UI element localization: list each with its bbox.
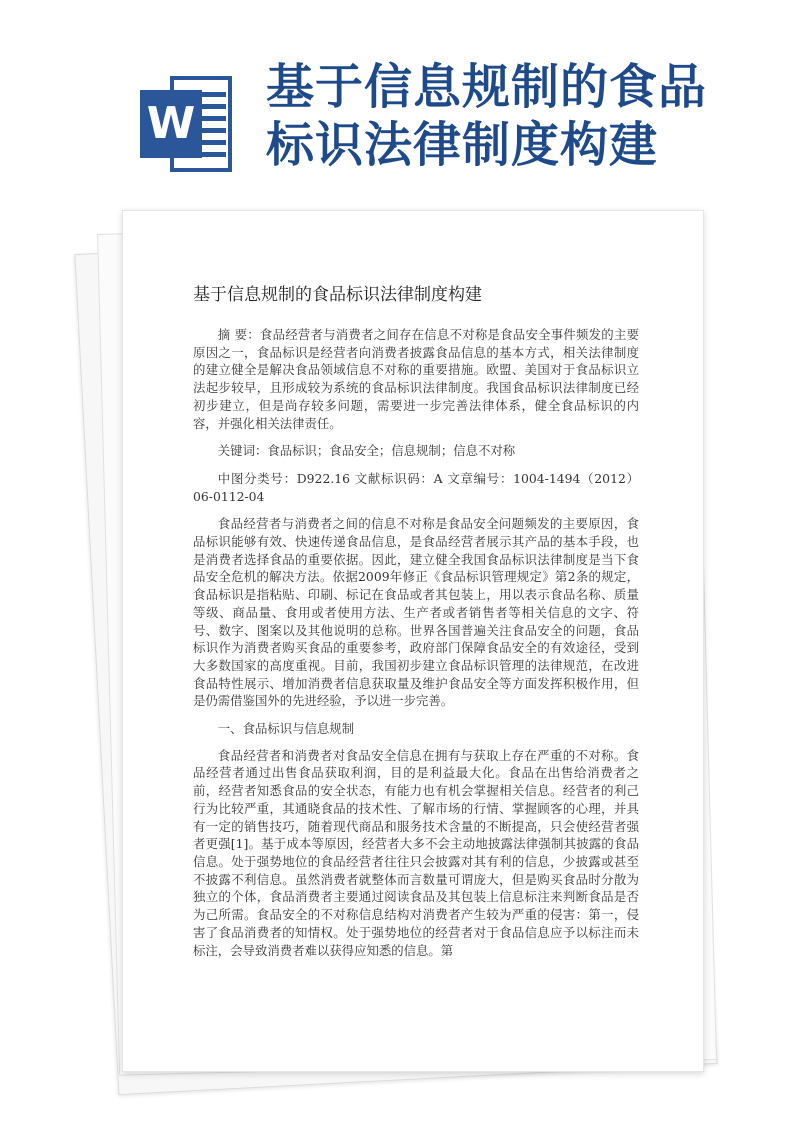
document-title: 基于信息规制的食品标识法律制度构建 — [193, 285, 482, 305]
section-heading-1: 一、食品标识与信息规制 — [217, 721, 355, 737]
word-document-icon — [140, 76, 232, 172]
keywords-line: 关键词：食品标识；食品安全；信息规制；信息不对称 — [217, 443, 516, 459]
body-paragraph-2: 食品经营者和消费者对食品安全信息在拥有与获取上存在严重的不对称。食品经营者通过出售食品获取利润，目的是利益最大化。食品在出售给消费者之前，经营者知悉食品的安全状态，有能力也有机会掌握相关信息。经营者的利己行为比较严重，其通晓食品的技术性、了解市场的行情、掌握顾客的心理，并具有一定的销售技巧，随着现代商品和服务技术含量的不断提高，只会使经营者强者更强[1]。基于成本等原因，经营者大多不会主动地披露法律强制其披露的食品信息。处于强势地位的食品经营者往往只会披露对其有利的信息，少披露或甚至不披露不利信息。虽然消费者就整体而言数量可谓庞大，但是购买食品时分散为独立的个体，食品消费者主要通过阅读食品及其包装上信息标注来判断食品是否为己所需。食品安全的不对称信息结构对消费者产生较为严重的侵害：第一，侵害了食品消费者的知情权。处于强势地位的经营者对于食品信息应予以标注而未标注，会导致消费者难以获得应知悉的信息。第 — [193, 747, 639, 958]
document-body — [193, 326, 639, 969]
classification-line: 中图分类号：D922.16 文献标识码：A 文章编号：1004-1494（2012）06-0112-04 — [193, 470, 639, 504]
header-title: 基于信息规制的食品标识法律制度构建 — [266, 59, 708, 173]
body-paragraph-1: 食品经营者与消费者之间的信息不对称是食品安全问题频发的主要原因，食品标识能够有效、快速传递食品信息，是食品经营者展示其产品的基本手段，也是消费者选择食品的重要依据。因此，建立健全我国食品标识法律制度是当下食品安全危机的解决方法。依据2009年修正《食品标识管理规定》第2条的规定，食品标识是指粘贴、印刷、标记在食品或者其包装上，用以表示食品名称、质量等级、商品量、食用或者使用方法、生产者或者销售者等相关信息的文字、符号、数字、图案以及其他说明的总称。世界各国普遍关注食品安全的问题，食品标识作为消费者购买食品的重要参考，政府部门保障食品安全的有效途径，受到大多数国家的高度重视。目前，我国初步建立食品标识管理的法律规范，在改进食品特性展示、增加消费者信息获取量及维护食品安全等方面发挥积极作用，但是仍需借鉴国外的先进经验，予以进一步完善。 — [193, 516, 639, 709]
word-logo-badge: W — [140, 90, 202, 158]
document-page — [122, 210, 704, 1072]
abstract-paragraph: 摘 要：食品经营者与消费者之间存在信息不对称是食品安全事件频发的主要原因之一，食品标识是经营者向消费者披露食品信息的基本方式，相关法律制度的建立健全是解决食品领域信息不对称的重要措施。欧盟、美国对于食品标识立法起步较早，且形成较为系统的食品标识法律制度。我国食品标识法律制度已经初步建立，但是尚存较多问题，需要进一步完善法律体系，健全食品标识的内容，并强化相关法律责任。 — [193, 327, 639, 431]
header-banner — [0, 0, 800, 200]
